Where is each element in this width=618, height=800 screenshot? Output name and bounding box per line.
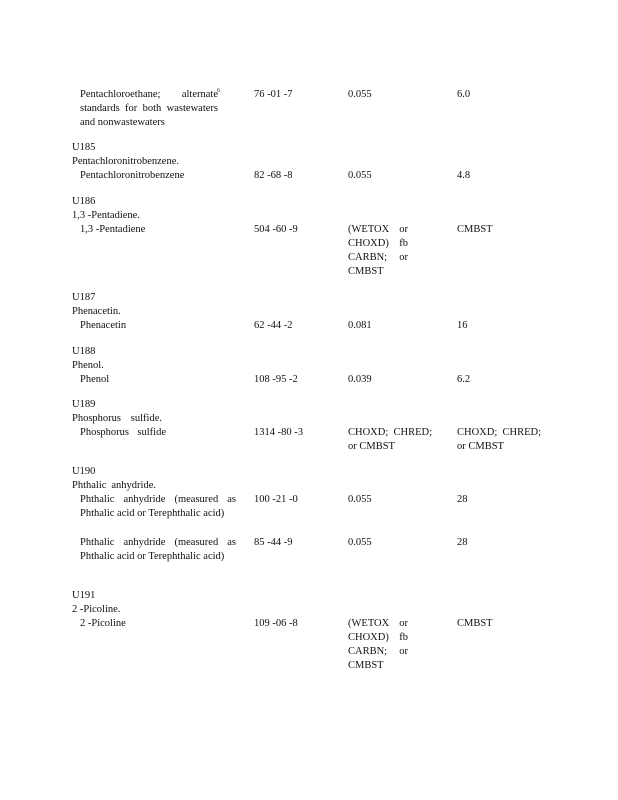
nonwastewater-standard: 6.2 bbox=[457, 374, 471, 385]
waste-title: Phenacetin. bbox=[72, 306, 121, 317]
nonwastewater-standard: 28 bbox=[457, 494, 468, 505]
wastewater-standard: 0.081 bbox=[348, 320, 372, 331]
cas-number: 82 -68 -8 bbox=[254, 170, 293, 181]
waste-title: 2 -Picoline. bbox=[72, 604, 121, 615]
cas-number: 1314 -80 -3 bbox=[254, 427, 303, 438]
waste-code: U188 bbox=[72, 346, 96, 357]
constituent-name: Pentachloroethane; alternate standards for both wastewaters and nonwastewaters bbox=[80, 89, 218, 128]
constituent-name: 1,3 -Pentadiene bbox=[80, 224, 146, 235]
nonwastewater-standard: 16 bbox=[457, 320, 468, 331]
constituent-name: Phenol bbox=[80, 374, 110, 385]
waste-title: Pentachloronitrobenzene. bbox=[72, 156, 179, 167]
wastewater-standard: 0.055 bbox=[348, 170, 372, 181]
waste-code: U191 bbox=[72, 590, 96, 601]
nonwastewater-standard: 28 bbox=[457, 537, 468, 548]
nonwastewater-standard: 4.8 bbox=[457, 170, 471, 181]
constituent-name: 2 -Picoline bbox=[80, 618, 126, 629]
wastewater-standard: CHOXD; CHRED; or CMBST bbox=[348, 427, 432, 452]
waste-title: Phthalic anhydride. bbox=[72, 480, 156, 491]
waste-title: 1,3 -Pentadiene. bbox=[72, 210, 140, 221]
nonwastewater-standard: CHOXD; CHRED; or CMBST bbox=[457, 427, 541, 452]
cas-number: 109 -06 -8 bbox=[254, 618, 298, 629]
waste-code: U187 bbox=[72, 292, 96, 303]
waste-title: Phenol. bbox=[72, 360, 104, 371]
wastewater-standard: (WETOX or CHOXD) fb CARBN; or CMBST bbox=[348, 224, 408, 277]
waste-code: U186 bbox=[72, 196, 96, 207]
waste-code: U185 bbox=[72, 142, 96, 153]
wastewater-standard: 0.055 bbox=[348, 89, 372, 100]
wastewater-standard: 0.039 bbox=[348, 374, 372, 385]
constituent-name: Phenacetin bbox=[80, 320, 127, 331]
wastewater-standard: 0.055 bbox=[348, 494, 372, 505]
waste-code: U189 bbox=[72, 399, 96, 410]
footnote-marker: 6 bbox=[217, 88, 220, 94]
cas-number: 108 -95 -2 bbox=[254, 374, 298, 385]
wastewater-standard: 0.055 bbox=[348, 537, 372, 548]
wastewater-standard: (WETOX or CHOXD) fb CARBN; or CMBST bbox=[348, 618, 408, 671]
cas-number: 76 -01 -7 bbox=[254, 89, 293, 100]
constituent-name: Phthalic anhydride (measured as Phthalic acid or Terephthalic acid) bbox=[80, 494, 236, 519]
nonwastewater-standard: CMBST bbox=[457, 224, 493, 235]
constituent-name: Phosphorus sulfide bbox=[80, 427, 166, 438]
cas-number: 62 -44 -2 bbox=[254, 320, 293, 331]
constituent-name: Phthalic anhydride (measured as Phthalic acid or Terephthalic acid) bbox=[80, 537, 236, 562]
cas-number: 100 -21 -0 bbox=[254, 494, 298, 505]
cas-number: 85 -44 -9 bbox=[254, 537, 293, 548]
nonwastewater-standard: CMBST bbox=[457, 618, 493, 629]
waste-title: Phosphorus sulfide. bbox=[72, 413, 162, 424]
cas-number: 504 -60 -9 bbox=[254, 224, 298, 235]
nonwastewater-standard: 6.0 bbox=[457, 89, 471, 100]
constituent-name: Pentachloronitrobenzene bbox=[80, 170, 185, 181]
waste-code: U190 bbox=[72, 466, 96, 477]
